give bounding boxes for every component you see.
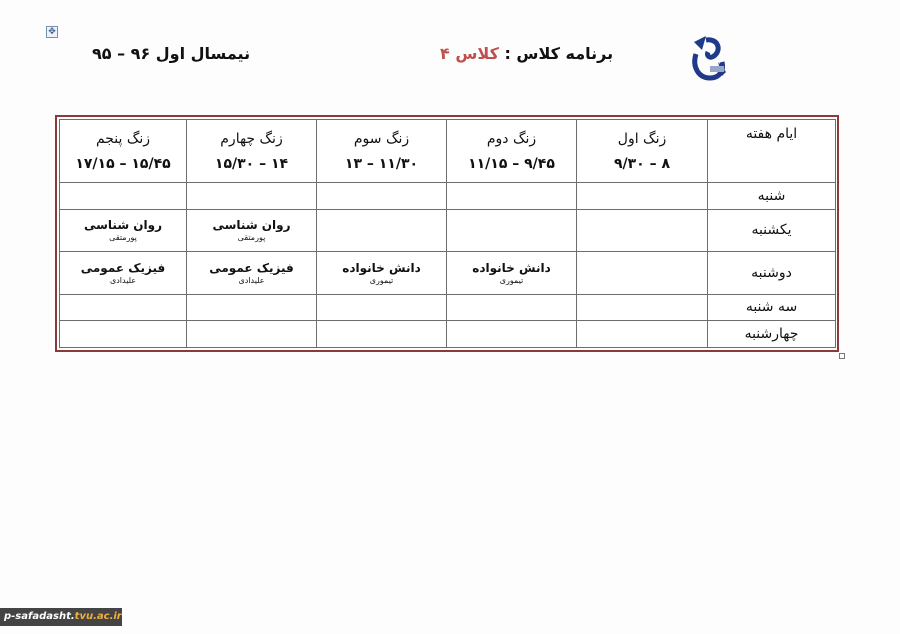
schedule-cell — [187, 209, 317, 251]
table-row — [60, 252, 836, 294]
schedule-cell — [577, 252, 708, 294]
table-row — [60, 294, 836, 321]
table-row — [60, 209, 836, 251]
table-resize-handle[interactable] — [839, 353, 845, 359]
schedule-cell — [60, 183, 187, 210]
schedule-cell — [577, 209, 708, 251]
course-name: دانش خانواده — [472, 260, 551, 275]
university-logo-icon — [688, 32, 730, 84]
schedule-cell — [60, 294, 187, 321]
bell-label: زنگ دوم — [486, 131, 537, 147]
bell-time: ۸ – ۹/۳۰ — [613, 156, 671, 172]
bell-header-4 — [187, 120, 317, 183]
bell-header-3 — [317, 120, 447, 183]
page-title — [440, 44, 613, 63]
course-name: فیزیک عمومی — [209, 260, 294, 275]
bell-time: ۱۴ – ۱۵/۳۰ — [214, 156, 289, 172]
schedule-cell — [317, 209, 447, 251]
teacher-name: علیدادی — [238, 275, 265, 285]
schedule-frame — [55, 115, 839, 352]
watermark — [0, 608, 122, 626]
schedule-cell — [187, 252, 317, 294]
schedule-cell — [447, 252, 577, 294]
bell-time: ۱۵/۴۵ – ۱۷/۱۵ — [75, 156, 171, 172]
schedule-cell — [447, 294, 577, 321]
schedule-cell — [60, 252, 187, 294]
schedule-cell — [447, 209, 577, 251]
teacher-name: علیدادی — [109, 275, 137, 285]
bell-label: زنگ پنجم — [95, 131, 151, 147]
teacher-name: تیموری — [369, 275, 394, 285]
bell-header-2 — [447, 120, 577, 183]
bell-header-5 — [60, 120, 187, 183]
day-name: شنبه — [708, 183, 836, 210]
day-name: سه شنبه — [708, 294, 836, 321]
semester-label: نیمسال اول ۹۶ – ۹۵ — [92, 44, 251, 63]
schedule-cell — [577, 294, 708, 321]
schedule-cell — [447, 321, 577, 348]
header-row — [60, 120, 836, 183]
bell-header-1 — [577, 120, 708, 183]
title-prefix: برنامه کلاس : — [504, 44, 614, 63]
class-label: کلاس ۴ — [440, 44, 499, 63]
table-row — [60, 183, 836, 210]
course-name: روان شناسی — [212, 218, 291, 233]
schedule-cell — [60, 321, 187, 348]
teacher-name: پورمتقی — [109, 233, 137, 243]
schedule-cell — [317, 252, 447, 294]
bell-time: ۱۱/۳۰ – ۱۳ — [344, 156, 419, 172]
day-name: یکشنبه — [708, 209, 836, 251]
schedule-cell — [317, 321, 447, 348]
schedule-cell — [60, 209, 187, 251]
schedule-cell — [187, 321, 317, 348]
schedule-cell — [317, 183, 447, 210]
teacher-name: تیموری — [499, 275, 524, 285]
watermark-domain: tvu.ac.ir — [74, 611, 122, 622]
course-name: فیزیک عمومی — [80, 260, 166, 275]
schedule-cell — [317, 294, 447, 321]
schedule-cell — [577, 183, 708, 210]
teacher-name: پورمتقی — [237, 233, 266, 243]
schedule-table — [59, 119, 836, 348]
move-anchor-icon[interactable]: ✥ — [46, 26, 58, 38]
day-name: چهارشنبه — [708, 321, 836, 348]
course-name: روان شناسی — [83, 218, 163, 233]
course-name: دانش خانواده — [342, 260, 421, 275]
bell-label: زنگ اول — [617, 131, 667, 147]
schedule-cell — [187, 183, 317, 210]
bell-label: زنگ سوم — [353, 131, 410, 147]
table-row — [60, 321, 836, 348]
bell-time: ۹/۴۵ – ۱۱/۱۵ — [468, 156, 555, 172]
schedule-cell — [577, 321, 708, 348]
schedule-cell — [187, 294, 317, 321]
bell-label: زنگ چهارم — [220, 131, 283, 147]
day-column-header: ایام هفته — [708, 120, 836, 183]
schedule-cell — [447, 183, 577, 210]
day-name: دوشنبه — [708, 252, 836, 294]
watermark-prefix: p-safadasht. — [4, 611, 75, 622]
